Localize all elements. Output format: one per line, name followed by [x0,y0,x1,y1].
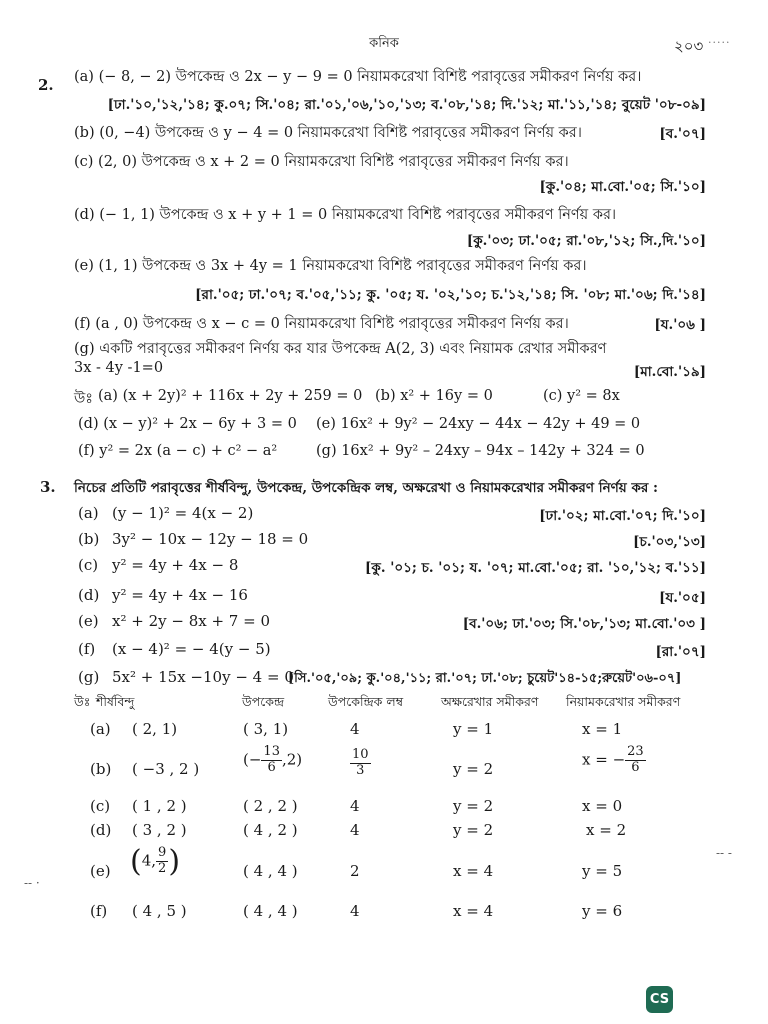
q3-item-label: (c) [78,556,99,574]
row-e-label: (e) [90,862,111,880]
q2c-ref: [কু.'০৪; মা.বো.'০৫; সি.'১০] [539,179,706,195]
q2-answer-f: (f) y² = 2x (a − c) + c² − a² [78,443,278,459]
row-c-directrix: x = 0 [582,797,623,815]
q3-item-ref: [সি.'০৫,'০৯; কু.'০৪,'১১; রা.'০৭; ঢা.'০৮; চুয়েট'১৪-১৫;রুয়েট'০৬-০৭] [288,671,682,686]
row-b-latus-num: 10 [352,747,369,762]
row-c-label: (c) [90,797,111,815]
row-b-focus-close: ,2) [281,750,303,769]
q3-item-equation: (x − 4)² = − 4(y − 5) [112,640,271,658]
q3-item-ref: [কু. '০১; চ. '০১; য. '০৭; মা.বো.'০৫; রা. '১০,'১২; ব.'১১] [365,560,706,576]
q2b-ref: [ব.'০৭] [659,126,706,142]
row-c-axis: y = 2 [453,797,494,815]
q3-item-equation: y² = 4y + 4x − 16 [112,586,248,604]
row-c-focus: ( 2 , 2 ) [243,797,298,815]
row-d-latus: 4 [350,821,360,839]
q3-item-label: (f) [78,640,96,658]
q2e-ref: [রা.'০৫; ঢা.'০৭; ব.'০৫,'১১; কু. '০৫; য. '০২,'১০; চ.'১২,'১৪; সি. '০৮; মা.'০৬; দি.'১৪] [195,287,706,303]
q3-answer-label: উঃ [74,694,91,709]
row-b-label: (b) [90,760,112,778]
page-number: ২০৩ [674,37,704,55]
q2-answer-a: (a) (x + 2y)² + 116x + 2y + 259 = 0 [98,388,363,404]
q2a-ref: [ঢা.'১০,'১২,'১৪; কু.০৭; সি.'০৪; রা.'০১,'০৬,'১০,'১৩; ব.'০৮,'১৪; দি.'১২; মা.'১১,'১৪; বুয়েট '০৮-০৯] [107,97,706,113]
q3-item-equation: 3y² − 10x − 12y − 18 = 0 [112,530,309,548]
row-f-directrix: y = 6 [582,902,623,920]
row-a-focus: ( 3, 1) [243,720,289,738]
row-b-focus-open: (− [243,750,262,769]
row-b-directrix-num: 23 [627,744,644,759]
row-e-directrix: y = 5 [582,862,623,880]
row-a-directrix: x = 1 [582,720,623,738]
q2-answer-b: (b) x² + 16y = 0 [375,388,493,404]
q2f-text: (f) (a , 0) উপকেন্দ্র ও x − c = 0 নিয়ামকরেখা বিশিষ্ট পরাবৃত্তের সমীকরণ নির্ণয় কর। [74,316,569,332]
row-e-vertex-close-paren: ) [168,844,181,879]
row-b-latus [350,748,371,779]
row-b-focus-num: 13 [263,744,280,759]
q2f-ref: [য.'০৬ ] [654,317,706,333]
q3-heading: নিচের প্রতিটি পরাবৃত্তের শীর্ষবিন্দু, উপকেন্দ্র, উপকেন্দ্রিক লম্ব, অক্ষরেখা ও নিয়ামকরেখার সমীকরণ নির্ণয় কর : [74,480,659,496]
q2e-text: (e) (1, 1) উপকেন্দ্র ও 3x + 4y = 1 নিয়ামকরেখা বিশিষ্ট পরাবৃত্তের সমীকরণ নির্ণয় কর। [74,258,587,274]
row-a-latus: 4 [350,720,360,738]
row-e-vertex-fraction [156,846,168,877]
margin-dash-right: -- - [716,846,732,860]
row-a-axis: y = 1 [453,720,494,738]
header-dots: ····· [708,36,731,49]
q2c-text: (c) (2, 0) উপকেন্দ্র ও x + 2 = 0 নিয়ামকরেখা বিশিষ্ট পরাবৃত্তের সমীকরণ নির্ণয় কর। [74,154,569,170]
row-b-vertex: ( −3 , 2 ) [132,760,200,778]
header-latus-rectum: উপকেন্দ্রিক লম্ব [328,694,404,709]
q2-answer-e: (e) 16x² + 9y² − 24xy − 44x − 42y + 49 = 0 [316,416,641,432]
row-b-directrix [582,745,646,776]
q3-item-label: (b) [78,530,100,548]
q3-item-label: (a) [78,504,99,522]
row-b-focus [243,745,302,776]
q3-item-ref: [রা.'০৭] [655,644,706,660]
q2g-text-line1: (g) একটি পরাবৃত্তের সমীকরণ নির্ণয় কর যার উপকেন্দ্র A(2, 3) এবং নিয়ামক রেখার সমীকরণ [74,341,607,357]
row-e-vertex-open-paren: ( [130,844,142,879]
q2g-ref: [মা.বো.'১৯] [633,364,706,380]
row-d-vertex: ( 3 , 2 ) [132,821,187,839]
row-b-directrix-den: 6 [631,759,640,775]
row-f-latus: 4 [350,902,360,920]
row-e-vertex-num: 9 [158,845,167,861]
row-e-vertex-den: 2 [158,861,167,876]
row-b-focus-fraction [261,745,282,776]
q3-item-ref: [ব.'০৬; ঢা.'০৩; সি.'০৮,'১৩; মা.বো.'০৩ ] [462,616,706,632]
q2a-text: (a) (− 8, − 2) উপকেন্দ্র ও 2x − y − 9 = 0 নিয়ামকরেখা বিশিষ্ট পরাবৃত্তের সমীকরণ নির্ণয় কর। [74,69,642,85]
q2b-text: (b) (0, −4) উপকেন্দ্র ও y − 4 = 0 নিয়ামকরেখা বিশিষ্ট পরাবৃত্তের সমীকরণ নির্ণয় কর। [74,125,582,141]
row-f-axis: x = 4 [453,902,494,920]
row-d-focus: ( 4 , 2 ) [243,821,298,839]
header-vertex: শীর্ষবিন্দু [96,694,135,709]
question-2-number: 2. [38,76,54,94]
header-focus: উপকেন্দ্র [242,694,285,709]
row-f-label: (f) [90,902,108,920]
row-f-focus: ( 4 , 4 ) [243,902,298,920]
camscanner-logo: CS [646,986,673,1013]
row-e-vertex [130,844,180,879]
q3-item-label: (g) [78,668,100,686]
q2d-text: (d) (− 1, 1) উপকেন্দ্র ও x + y + 1 = 0 নিয়ামকরেখা বিশিষ্ট পরাবৃত্তের সমীকরণ নির্ণয় কর। [74,207,617,223]
q2-answer-d: (d) (x − y)² + 2x − 6y + 3 = 0 [78,416,297,432]
q3-item-label: (e) [78,612,99,630]
margin-dash-left: -- · [24,876,40,890]
row-a-vertex: ( 2, 1) [132,720,178,738]
question-3-number: 3. [40,478,56,496]
q2-answer-c: (c) y² = 8x [543,388,620,404]
q2-answer-g: (g) 16x² + 9y² – 24xy – 94x – 142y + 324 = 0 [316,443,645,459]
row-f-vertex: ( 4 , 5 ) [132,902,187,920]
row-b-directrix-fraction [625,745,646,776]
q3-item-equation: (y − 1)² = 4(x − 2) [112,504,254,522]
row-d-axis: y = 2 [453,821,494,839]
row-a-label: (a) [90,720,111,738]
row-d-directrix: x = 2 [586,821,627,839]
q3-item-ref: [চ.'০৩,'১৩] [633,534,706,550]
header-directrix: নিয়ামকরেখার সমীকরণ [566,694,681,709]
row-b-directrix-prefix: x = − [582,750,626,769]
row-e-axis: x = 4 [453,862,494,880]
q3-item-equation: y² = 4y + 4x − 8 [112,556,239,574]
row-b-latus-den: 3 [356,762,365,778]
q3-item-label: (d) [78,586,100,604]
chapter-title: কনিক [369,36,399,51]
q2-answer-label: উঃ [74,391,94,407]
q3-item-equation: 5x² + 15x −10y − 4 = 0 [112,668,294,686]
row-d-label: (d) [90,821,112,839]
row-e-focus: ( 4 , 4 ) [243,862,298,880]
row-c-vertex: ( 1 , 2 ) [132,797,187,815]
row-b-latus-fraction [350,748,371,779]
row-e-latus: 2 [350,862,360,880]
row-b-axis: y = 2 [453,760,494,778]
row-e-vertex-x: 4, [141,851,157,870]
header-axis: অক্ষরেখার সমীকরণ [441,694,539,709]
q2d-ref: [কু.'০৩; ঢা.'০৫; রা.'০৮,'১২; সি.,দি.'১০] [466,233,706,249]
row-c-latus: 4 [350,797,360,815]
q3-item-ref: [ঢা.'০২; মা.বো.'০৭; দি.'১০] [539,508,706,524]
q2g-text-line2: 3x - 4y -1=0 [74,360,164,376]
row-b-focus-den: 6 [267,759,276,775]
q3-item-equation: x² + 2y − 8x + 7 = 0 [112,612,270,630]
q3-item-ref: [য.'০৫] [659,590,706,606]
